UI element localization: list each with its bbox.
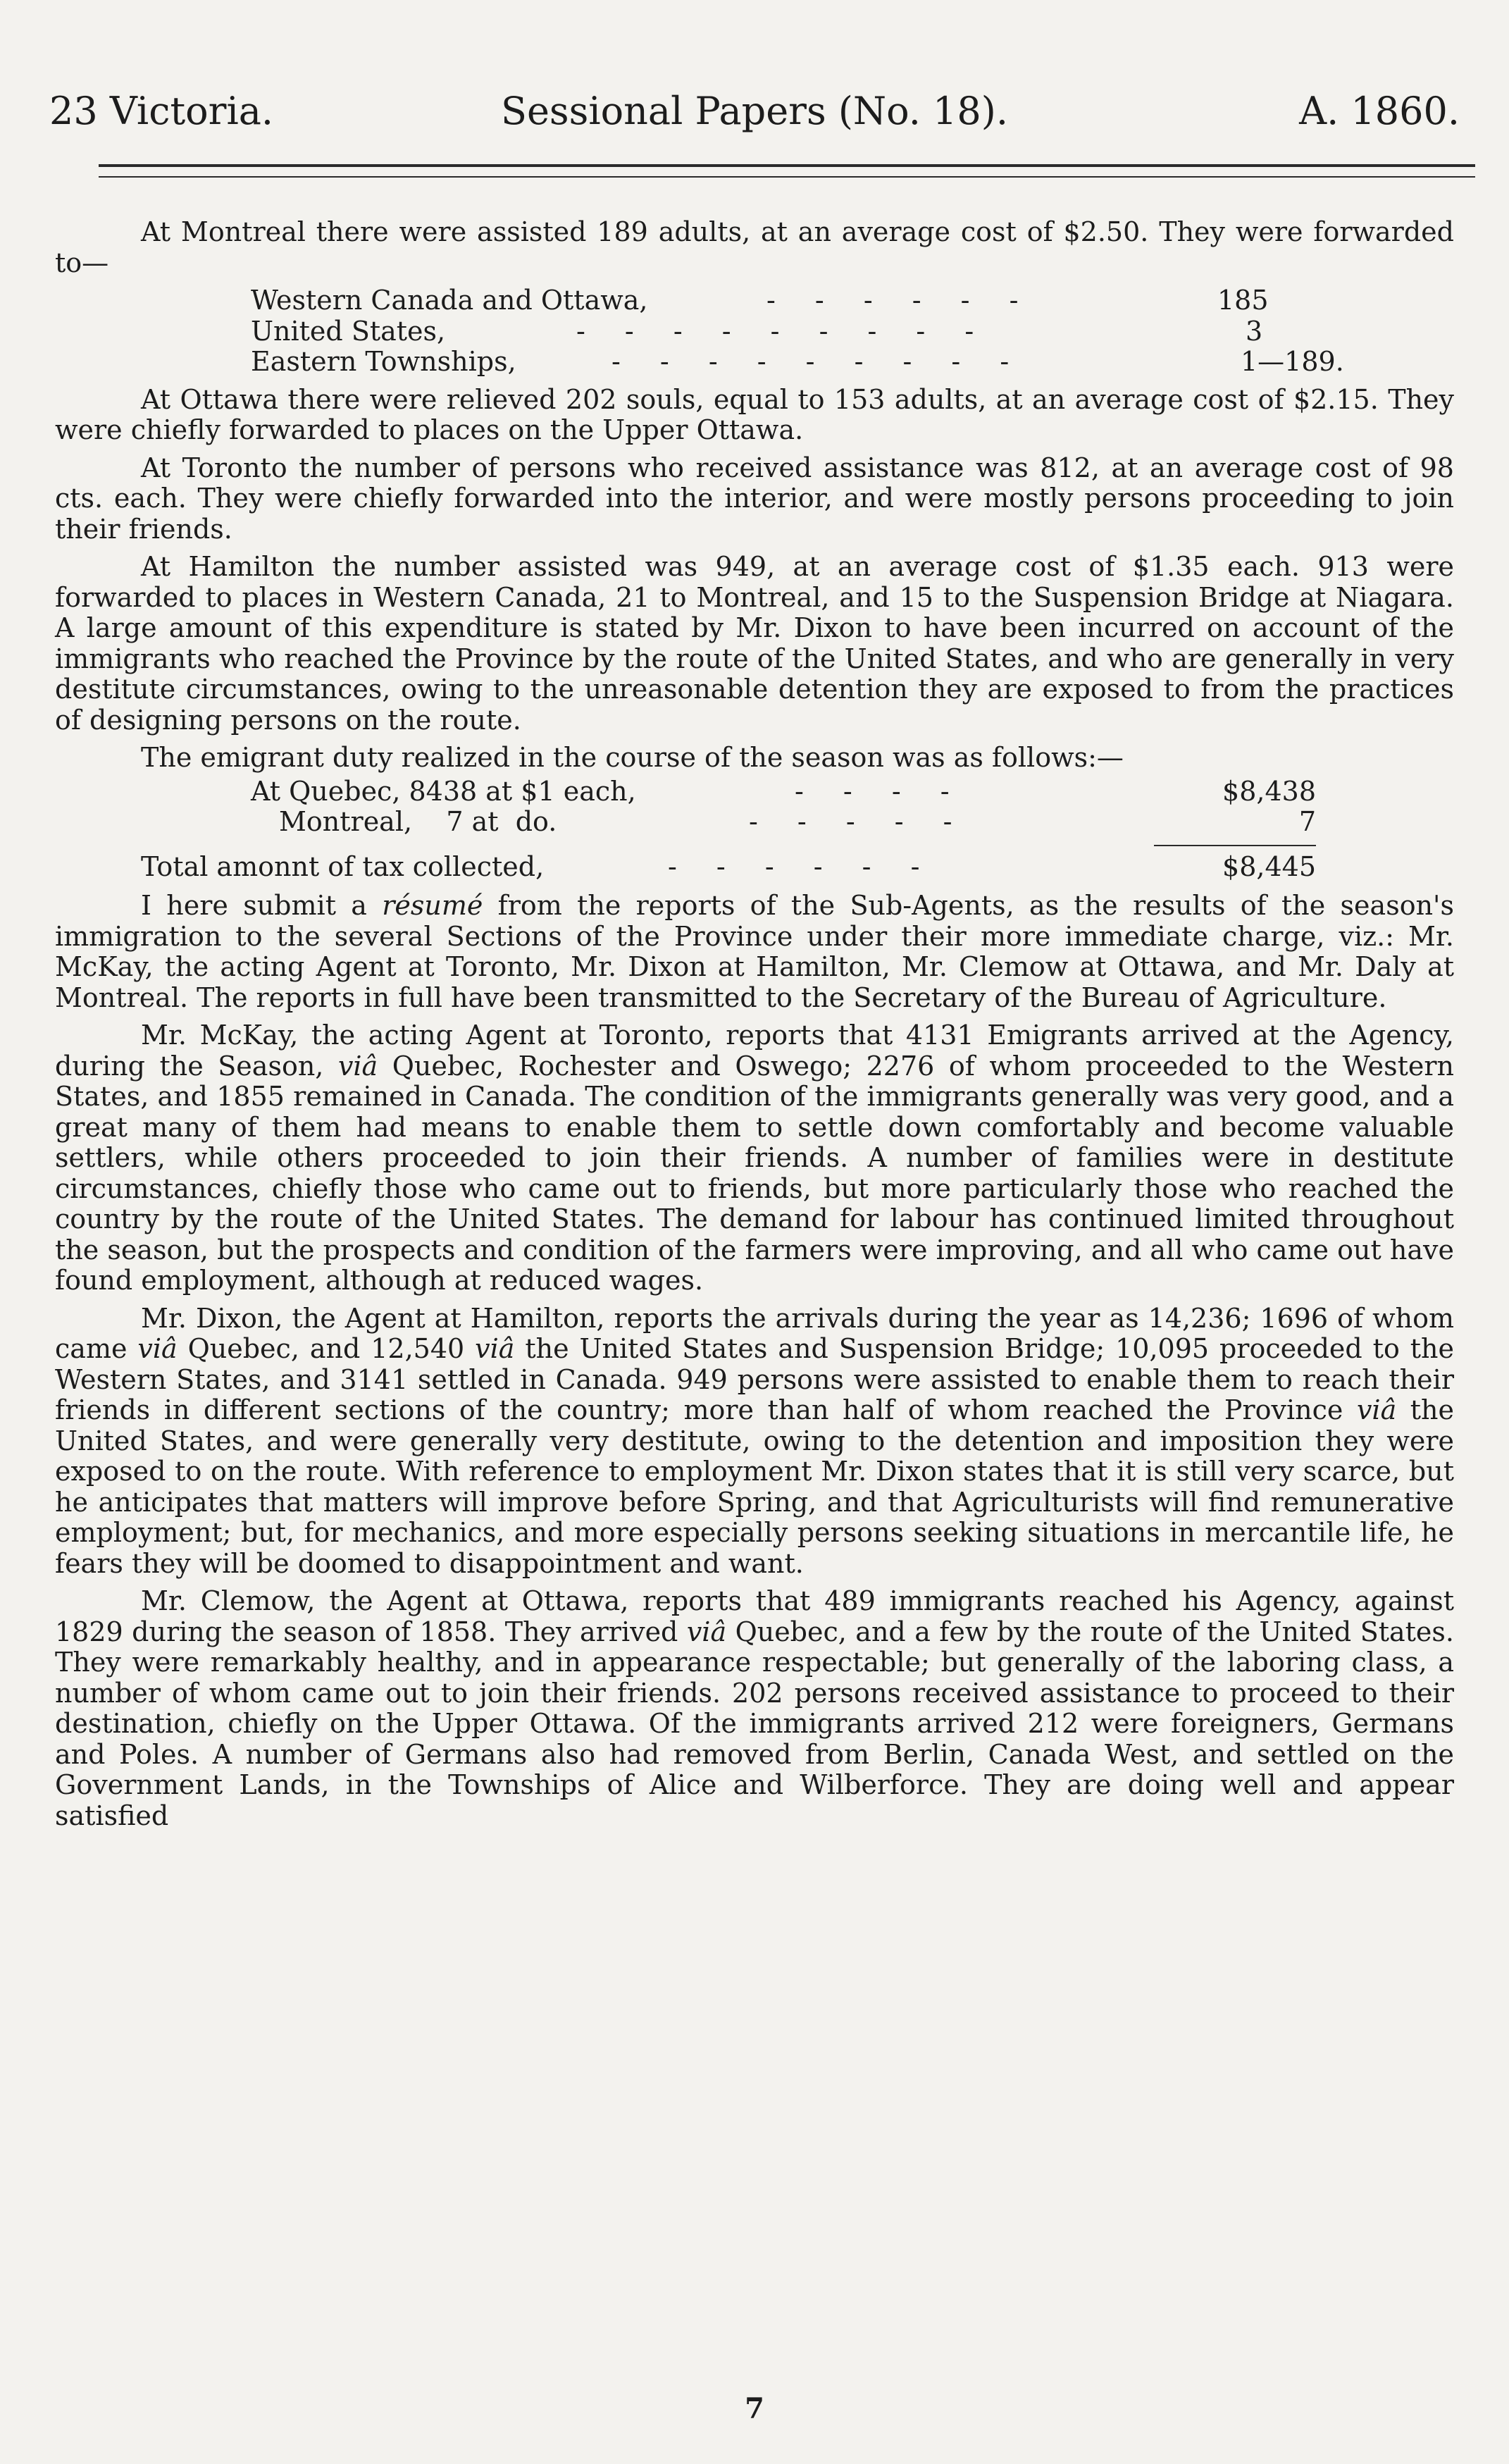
header-title: Sessional Papers (No. 18). [500, 89, 1009, 133]
paragraph-hamilton: At Hamilton the number assisted was 949, at an average cost of $1.35 each. 913 were forwarded to places in Western Canada, 21 to Montreal, and 15 to the Suspension Bridge at Niagara. A large amount of this expenditure is stated by Mr. Dixon to have been incurred on account of the immigrants who reached the Province by the route of the United States, and who are generally in very destitute circumstances, owing to the unreasonable detention they are exposed to from the practices of designing persons on the route. [55, 551, 1454, 736]
row-value: 185 [1217, 285, 1269, 316]
text-run-italic: viâ [475, 1333, 515, 1364]
paragraph-toronto: At Toronto the number of persons who received assistance was 812, at an average cost of 98 cts. each. They were chiefly forwarded into the interior, and were mostly persons proceeding to join their friends. [55, 452, 1454, 545]
text-run: Mr. McKay, the acting Agent at Toronto, reports that 4131 Emigrants arrived at the Agency, during the Season, [55, 1020, 1454, 1082]
leader-dots: - - - - [795, 775, 965, 807]
text-run-italic: viâ [1356, 1394, 1397, 1425]
text-run: Quebec, and 12,540 [177, 1333, 476, 1364]
row-label: United States, [251, 315, 446, 347]
row-value: $8,438 [1222, 775, 1316, 807]
leader-dots: - - - - - - [668, 850, 936, 882]
table-row [55, 347, 1454, 378]
text-run: Quebec, and a few by the route of the United States. They were remarkably healthy, and in appearance respectable; but generally of the laboring class, a number of whom came out to join their friends. 202 persons received assistance to proceed to their destination, chiefly on the Upper Ottawa. Of the immigrants arrived 212 were foreigners, Germans and Poles. A number of Germans also had removed from Berlin, Canada West, and settled on the Government Lands, in the Townships of Alice and Wilberforce. They are doing well and appear satisfied [55, 1616, 1454, 1831]
leader-dots: - - - - - - [766, 285, 1034, 316]
leader-dots: - - - - - - - - - [611, 346, 1025, 377]
text-run-italic: viâ [686, 1616, 727, 1647]
paragraph-mckay [55, 1020, 1454, 1296]
row-value: 7 [1298, 806, 1316, 837]
row-value: 1—189. [1241, 346, 1344, 377]
text-run: I here submit a [141, 890, 383, 921]
header-rule-thick [99, 164, 1475, 167]
text-run: Mr. Clemow, the Agent at Ottawa, reports that 489 immigrants reached his Agency, against 1829 during the season of 1858. They arrived [55, 1585, 1454, 1647]
paragraph-emigrant-duty: The emigrant duty realized in the course of the season was as follows:— [141, 742, 1124, 773]
header-session: 23 Victoria. [49, 89, 274, 133]
total-label: Total amonnt of tax collected, [141, 850, 545, 882]
header-rule-thin [99, 176, 1475, 178]
paragraph-montreal: At Montreal there were assisted 189 adults, at an average cost of $2.50. They were forwarded to— [55, 216, 1454, 278]
text-run-italic: résumé [382, 890, 483, 921]
table-row [55, 807, 1454, 838]
row-label: Montreal, 7 at do. [279, 806, 557, 837]
paragraph-dixon [55, 1304, 1454, 1580]
page-number: 7 [745, 2392, 764, 2425]
document-body [55, 217, 1454, 1838]
text-run: the United States, and were generally very destitute, owing to the detention and imposition they were exposed to on the route. With reference to employment Mr. Dixon states that it is still very scarce, but he anticipates that matters will improve before Spring, and that Agriculturists will find remunerative employment; but, for mechanics, and more especially persons seeking situations in mercantile life, he fears they will be doomed to disappointment and want. [55, 1394, 1455, 1579]
row-value: 3 [1246, 315, 1263, 347]
paragraph-clemow [55, 1586, 1454, 1831]
table-row [55, 776, 1454, 807]
total-value: $8,445 [1222, 850, 1316, 882]
paragraph-ottawa: At Ottawa there were relieved 202 souls, equal to 153 adults, at an average cost of $2.15. They were chiefly forwarded to places on the Upper Ottawa. [55, 383, 1454, 445]
text-run: Mr. Dixon, the Agent at Hamilton, reports the arrivals during the year as 14,236; 1696 of whom came [55, 1302, 1454, 1364]
leader-dots: - - - - - - - - - [576, 315, 990, 347]
text-run: from the reports of the Sub-Agents, as the results of the season's immigration to the several Sections of the Province under their more immediate charge, viz.: Mr. McKay, the acting Agent at Toronto, Mr. Dixon at Hamilton, Mr. Clemow at Ottawa, and Mr. Daly at Montreal. The reports in full have been transmitted to the Secretary of the Bureau of Agriculture. [55, 890, 1454, 1013]
text-run: the United States and Suspension Bridge; 10,095 proceeded to the Western States, and 3141 settled in Canada. 949 persons were assisted to enable them to reach their friends in different sections of the country; more than half of whom reached the Province [55, 1333, 1454, 1425]
row-label: Eastern Townships, [251, 346, 516, 377]
paragraph-resume [55, 891, 1454, 1013]
sum-rule [1154, 845, 1316, 846]
text-run-italic: viâ [137, 1333, 178, 1364]
table-row [55, 316, 1454, 347]
text-run: Quebec, Rochester and Oswego; 2276 of whom proceeded to the Western States, and 1855 remained in Canada. The condition of the immigrants generally was very good, and a great many of them had means to enable them to settle down comfortably and become valuable settlers, while others proceeded to join their friends. A number of families were in destitute circumstances, chiefly those who came out to friends, but more particularly those who reached the country by the route of the United States. The demand for labour has continued limited throughout the season, but the prospects and condition of the farmers were improving, and all who came out have found employment, although at reduced wages. [55, 1050, 1454, 1296]
table-total-row [55, 852, 1454, 883]
table-sum-rule-row [55, 838, 1454, 852]
header-year: A. 1860. [1299, 89, 1460, 133]
row-label: Western Canada and Ottawa, [251, 285, 648, 316]
running-header [49, 83, 1460, 140]
table-row [55, 285, 1454, 316]
text-run-italic: viâ [337, 1050, 378, 1082]
row-label: At Quebec, 8438 at $1 each, [251, 775, 636, 807]
leader-dots: - - - - - [749, 806, 968, 837]
